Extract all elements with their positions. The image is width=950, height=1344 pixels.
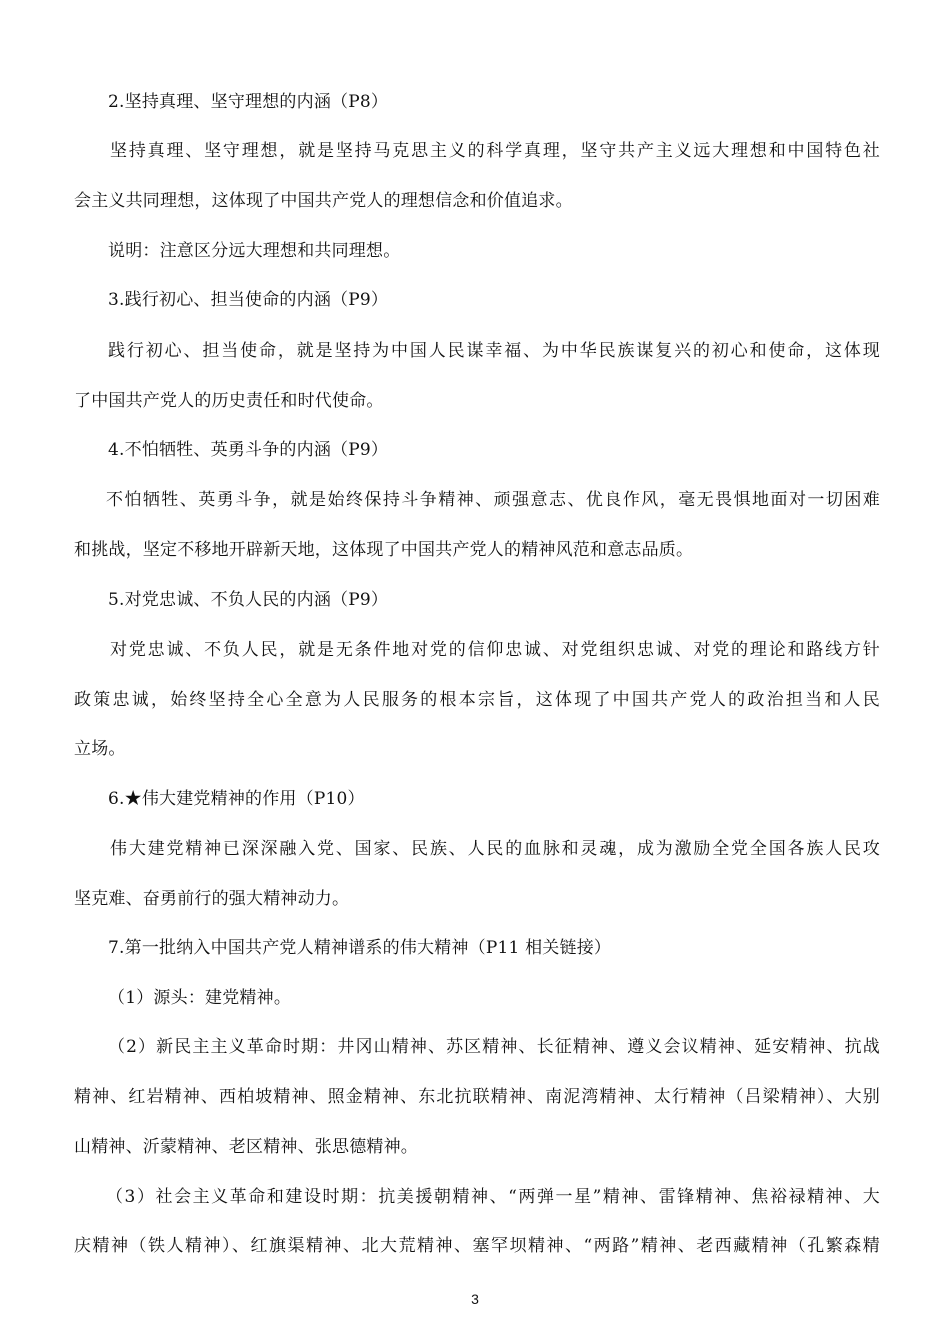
list-item-2: （2）新民主主义革命时期：井冈山精神、苏区精神、长征精神、遵义会议精神、延安精神、抗战 bbox=[108, 1037, 880, 1057]
heading-7: 7.第一批纳入中国共产党人精神谱系的伟大精神（P11 相关链接） bbox=[108, 938, 612, 958]
list-item-1: （1）源头：建党精神。 bbox=[108, 988, 292, 1008]
heading-6: 6.★伟大建党精神的作用（P10） bbox=[108, 789, 365, 809]
paragraph-line: 伟大建党精神已深深融入党、国家、民族、人民的血脉和灵魂，成为激励全党全国各族人民攻 bbox=[110, 839, 880, 859]
paragraph-line: 践行初心、担当使命，就是坚持为中国人民谋幸福、为中华民族谋复兴的初心和使命，这体现 bbox=[108, 341, 880, 361]
heading-3: 3.践行初心、担当使命的内涵（P9） bbox=[108, 290, 389, 310]
paragraph-line: 了中国共产党人的历史责任和时代使命。 bbox=[74, 391, 384, 411]
paragraph-line: 庆精神（铁人精神）、红旗渠精神、北大荒精神、塞罕坝精神、“两路”精神、老西藏精神（孔繁森精 bbox=[74, 1236, 880, 1256]
paragraph-line: 精神、红岩精神、西柏坡精神、照金精神、东北抗联精神、南泥湾精神、太行精神（吕梁精神）、大别 bbox=[74, 1087, 880, 1107]
paragraph-line: 会主义共同理想，这体现了中国共产党人的理想信念和价值追求。 bbox=[74, 191, 573, 211]
paragraph-line: 坚持真理、坚守理想，就是坚持马克思主义的科学真理，坚守共产主义远大理想和中国特色社 bbox=[110, 141, 880, 161]
paragraph-line: 坚克难、奋勇前行的强大精神动力。 bbox=[74, 889, 350, 909]
note-line: 说明：注意区分远大理想和共同理想。 bbox=[108, 241, 401, 261]
list-item-3: （3）社会主义革命和建设时期：抗美援朝精神、“两弹一星”精神、雷锋精神、焦裕禄精神、大 bbox=[106, 1187, 880, 1207]
paragraph-line: 政策忠诚，始终坚持全心全意为人民服务的根本宗旨，这体现了中国共产党人的政治担当和人民 bbox=[74, 690, 880, 710]
paragraph-line: 山精神、沂蒙精神、老区精神、张思德精神。 bbox=[74, 1137, 418, 1157]
heading-2: 2.坚持真理、坚守理想的内涵（P8） bbox=[108, 92, 389, 112]
paragraph-line: 不怕牺牲、英勇斗争，就是始终保持斗争精神、顽强意志、优良作风，毫无畏惧地面对一切困难 bbox=[106, 490, 880, 510]
heading-5: 5.对党忠诚、不负人民的内涵（P9） bbox=[108, 590, 389, 610]
page-number: 3 bbox=[471, 1291, 479, 1307]
paragraph-line: 和挑战，坚定不移地开辟新天地，这体现了中国共产党人的精神风范和意志品质。 bbox=[74, 540, 694, 560]
paragraph-line: 对党忠诚、不负人民，就是无条件地对党的信仰忠诚、对党组织忠诚、对党的理论和路线方针 bbox=[110, 640, 880, 660]
paragraph-line: 立场。 bbox=[74, 739, 126, 759]
heading-4: 4.不怕牺牲、英勇斗争的内涵（P9） bbox=[108, 440, 389, 460]
